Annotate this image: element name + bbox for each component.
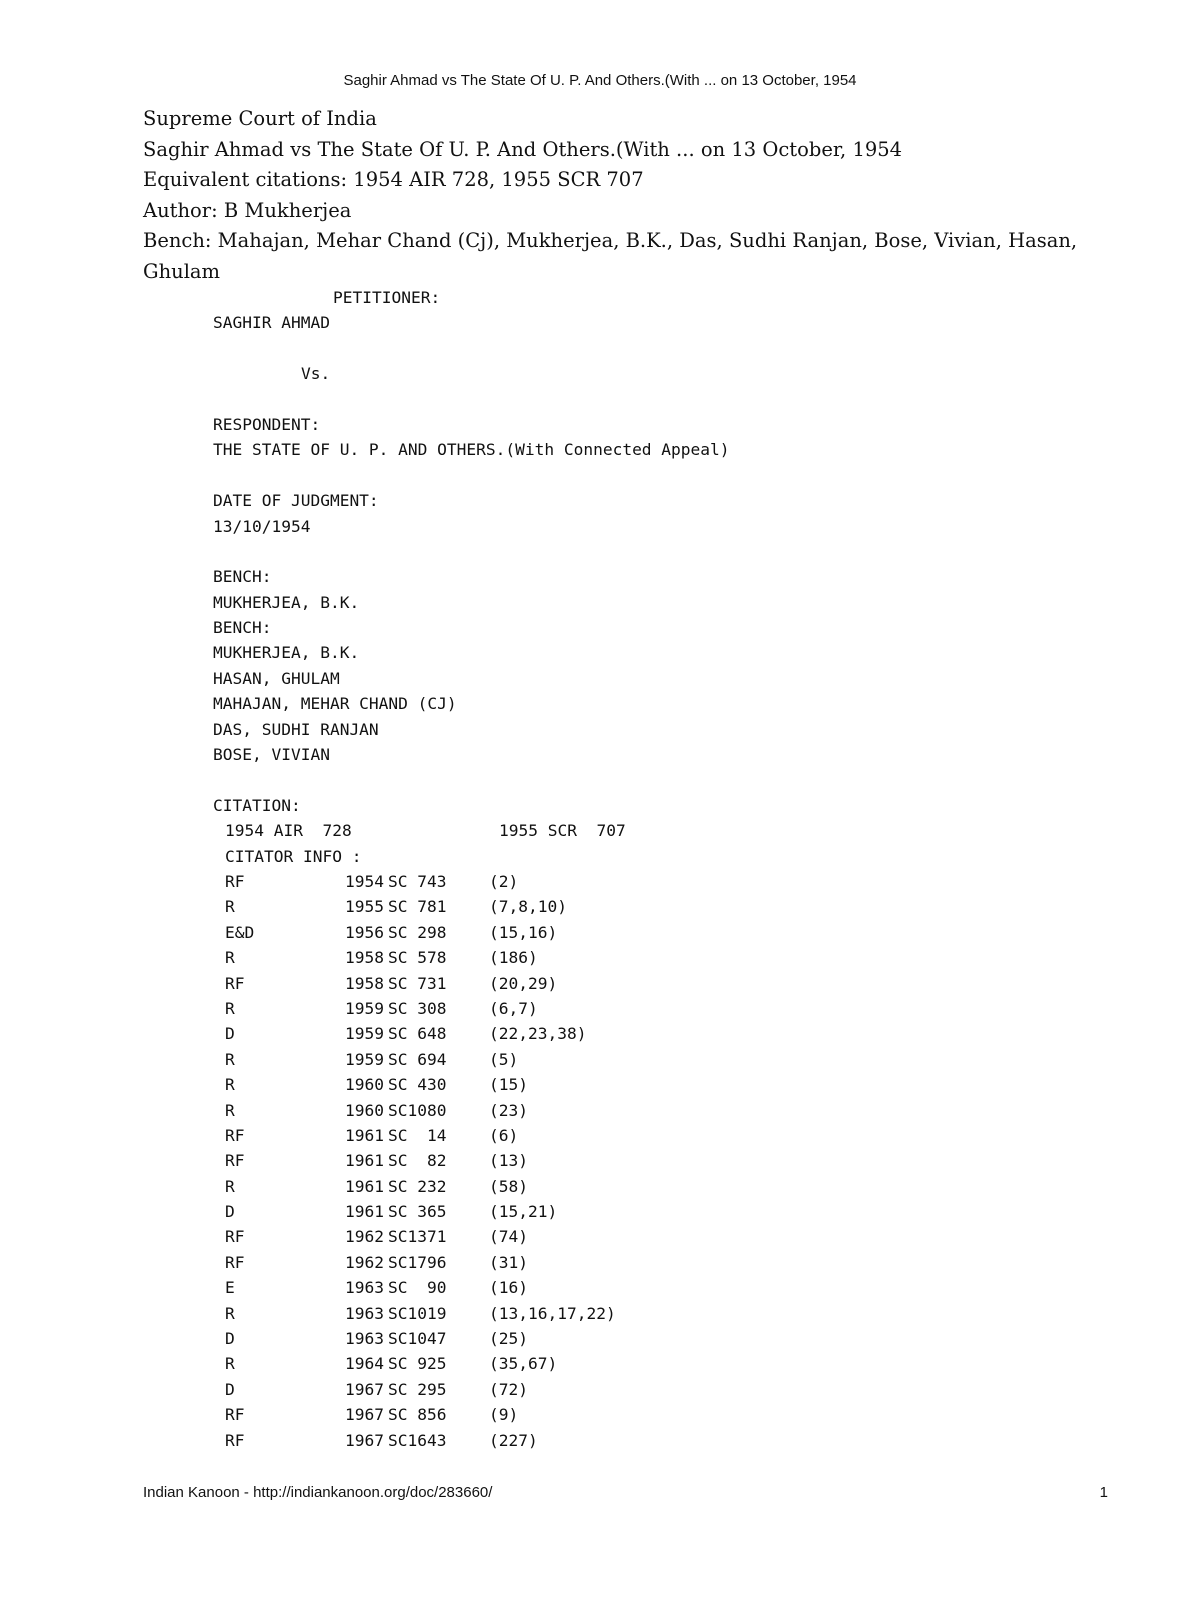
citator-paras: (227) bbox=[489, 1430, 538, 1450]
citator-ref: SC 648 bbox=[388, 1024, 447, 1044]
judgment-date: 13/10/1954 bbox=[213, 516, 311, 536]
petitioner-name: SAGHIR AHMAD bbox=[213, 313, 330, 333]
citator-ref: SC 295 bbox=[388, 1379, 447, 1399]
citator-paras: (72) bbox=[489, 1379, 528, 1399]
citator-paras: (58) bbox=[489, 1176, 528, 1196]
citator-row bbox=[0, 1377, 1200, 1402]
citator-ref: SC 781 bbox=[388, 897, 447, 917]
citator-tag: RF bbox=[225, 1151, 245, 1171]
citator-label: CITATOR INFO : bbox=[225, 846, 362, 866]
blank-line bbox=[0, 336, 1200, 361]
citator-row bbox=[0, 945, 1200, 970]
page-footer bbox=[143, 1484, 1108, 1501]
citator-tag: R bbox=[225, 1303, 235, 1323]
citator-year: 1959 bbox=[345, 1049, 384, 1069]
citator-row bbox=[0, 1351, 1200, 1376]
citator-ref: SC1643 bbox=[388, 1430, 447, 1450]
page-number: 1 bbox=[1099, 1484, 1108, 1501]
citator-ref: SC 578 bbox=[388, 948, 447, 968]
citator-row bbox=[0, 1250, 1200, 1275]
citator-tag: RF bbox=[225, 871, 245, 891]
citator-row bbox=[0, 920, 1200, 945]
citator-year: 1955 bbox=[345, 897, 384, 917]
citator-row bbox=[0, 971, 1200, 996]
citator-paras: (7,8,10) bbox=[489, 897, 567, 917]
citator-tag: RF bbox=[225, 1125, 245, 1145]
citator-paras: (9) bbox=[489, 1405, 519, 1425]
citator-paras: (2) bbox=[489, 871, 519, 891]
court-name: Supreme Court of India bbox=[143, 107, 377, 130]
citator-ref: SC 731 bbox=[388, 973, 447, 993]
citator-year: 1961 bbox=[345, 1176, 384, 1196]
citator-row bbox=[0, 1174, 1200, 1199]
citator-year: 1956 bbox=[345, 922, 384, 942]
citator-tag: R bbox=[225, 1100, 235, 1120]
citator-tag: E&D bbox=[225, 922, 255, 942]
citator-ref: SC 90 bbox=[388, 1278, 447, 1298]
bench-member: HASAN, GHULAM bbox=[213, 668, 340, 688]
citator-row bbox=[0, 1402, 1200, 1427]
blank-line bbox=[0, 463, 1200, 488]
citator-tag: R bbox=[225, 1049, 235, 1069]
citator-tag: R bbox=[225, 948, 235, 968]
citator-year: 1959 bbox=[345, 998, 384, 1018]
footer-source: Indian Kanoon - http://indiankanoon.org/doc/283660/ bbox=[143, 1484, 493, 1501]
blank-line bbox=[0, 767, 1200, 792]
citator-paras: (74) bbox=[489, 1227, 528, 1247]
citator-ref: SC1047 bbox=[388, 1329, 447, 1349]
citator-paras: (23) bbox=[489, 1100, 528, 1120]
citator-row bbox=[0, 1301, 1200, 1326]
citator-row bbox=[0, 1275, 1200, 1300]
equivalent-citations: Equivalent citations: 1954 AIR 728, 1955 SCR 707 bbox=[143, 168, 644, 191]
citator-row bbox=[0, 1148, 1200, 1173]
citator-tag: RF bbox=[225, 1252, 245, 1272]
case-title: Saghir Ahmad vs The State Of U. P. And Others.(With ... on 13 October, 1954 bbox=[143, 137, 903, 161]
citator-tag: D bbox=[225, 1379, 235, 1399]
citator-row bbox=[0, 1047, 1200, 1072]
citator-ref: SC 232 bbox=[388, 1176, 447, 1196]
citator-paras: (13) bbox=[489, 1151, 528, 1171]
citator-paras: (25) bbox=[489, 1329, 528, 1349]
citator-ref: SC1080 bbox=[388, 1100, 447, 1120]
citator-paras: (5) bbox=[489, 1049, 519, 1069]
citator-row bbox=[0, 1428, 1200, 1453]
document-meta bbox=[143, 104, 1118, 287]
citator-ref: SC 925 bbox=[388, 1354, 447, 1374]
citator-year: 1954 bbox=[345, 871, 384, 891]
citator-tag: RF bbox=[225, 973, 245, 993]
citator-year: 1967 bbox=[345, 1405, 384, 1425]
citator-row bbox=[0, 894, 1200, 919]
citator-row bbox=[0, 1098, 1200, 1123]
citator-paras: (186) bbox=[489, 948, 538, 968]
judgment-header-block bbox=[0, 285, 1200, 1453]
citator-row bbox=[0, 1123, 1200, 1148]
citator-ref: SC 298 bbox=[388, 922, 447, 942]
citator-paras: (22,23,38) bbox=[489, 1024, 587, 1044]
citator-tag: RF bbox=[225, 1227, 245, 1247]
citator-year: 1961 bbox=[345, 1125, 384, 1145]
citator-year: 1959 bbox=[345, 1024, 384, 1044]
citator-paras: (15,21) bbox=[489, 1202, 558, 1222]
bench-member: DAS, SUDHI RANJAN bbox=[213, 719, 379, 739]
citator-paras: (16) bbox=[489, 1278, 528, 1298]
bench-member: MUKHERJEA, B.K. bbox=[213, 643, 360, 663]
citator-year: 1962 bbox=[345, 1252, 384, 1272]
citator-year: 1967 bbox=[345, 1430, 384, 1450]
citator-year: 1964 bbox=[345, 1354, 384, 1374]
citator-paras: (13,16,17,22) bbox=[489, 1303, 616, 1323]
citator-tag: R bbox=[225, 1354, 235, 1374]
blank-line bbox=[0, 539, 1200, 564]
citator-row bbox=[0, 1224, 1200, 1249]
citator-row bbox=[0, 1072, 1200, 1097]
citator-list bbox=[0, 869, 1200, 1453]
citator-paras: (31) bbox=[489, 1252, 528, 1272]
citator-year: 1958 bbox=[345, 948, 384, 968]
author: Author: B Mukherjea bbox=[143, 198, 352, 222]
citator-tag: R bbox=[225, 998, 235, 1018]
citator-year: 1963 bbox=[345, 1329, 384, 1349]
citation-label: CITATION: bbox=[213, 795, 301, 815]
bench-member: BOSE, VIVIAN bbox=[213, 745, 330, 765]
bench-author: MUKHERJEA, B.K. bbox=[213, 592, 360, 612]
citator-year: 1960 bbox=[345, 1100, 384, 1120]
citator-ref: SC 694 bbox=[388, 1049, 447, 1069]
citator-year: 1963 bbox=[345, 1303, 384, 1323]
citator-ref: SC 14 bbox=[388, 1125, 447, 1145]
citator-ref: SC1371 bbox=[388, 1227, 447, 1247]
citator-year: 1961 bbox=[345, 1151, 384, 1171]
date-label: DATE OF JUDGMENT: bbox=[213, 491, 379, 511]
bench-label: BENCH: bbox=[213, 618, 272, 638]
citator-ref: SC 856 bbox=[388, 1405, 447, 1425]
citator-ref: SC 82 bbox=[388, 1151, 447, 1171]
respondent-name: THE STATE OF U. P. AND OTHERS.(With Connected Appeal) bbox=[213, 440, 730, 460]
bench-member: MAHAJAN, MEHAR CHAND (CJ) bbox=[213, 694, 457, 714]
citator-paras: (6,7) bbox=[489, 998, 538, 1018]
citator-year: 1967 bbox=[345, 1379, 384, 1399]
citator-year: 1961 bbox=[345, 1202, 384, 1222]
citator-tag: RF bbox=[225, 1430, 245, 1450]
citator-tag: D bbox=[225, 1202, 235, 1222]
citator-row bbox=[0, 1021, 1200, 1046]
citator-paras: (6) bbox=[489, 1125, 519, 1145]
citator-row bbox=[0, 1326, 1200, 1351]
scr-citation: 1955 SCR 707 bbox=[499, 821, 626, 841]
citator-paras: (20,29) bbox=[489, 973, 558, 993]
citator-ref: SC 743 bbox=[388, 871, 447, 891]
citator-paras: (15,16) bbox=[489, 922, 558, 942]
citator-tag: RF bbox=[225, 1405, 245, 1425]
bench-line-2: Ghulam bbox=[143, 259, 221, 283]
respondent-label: RESPONDENT: bbox=[213, 414, 321, 434]
citator-ref: SC1019 bbox=[388, 1303, 447, 1323]
versus: Vs. bbox=[301, 364, 331, 384]
citator-year: 1962 bbox=[345, 1227, 384, 1247]
citator-row bbox=[0, 869, 1200, 894]
citator-tag: E bbox=[225, 1278, 235, 1298]
citator-tag: D bbox=[225, 1024, 235, 1044]
blank-line bbox=[0, 387, 1200, 412]
citator-paras: (15) bbox=[489, 1075, 528, 1095]
citator-year: 1963 bbox=[345, 1278, 384, 1298]
citator-ref: SC1796 bbox=[388, 1252, 447, 1272]
running-header: Saghir Ahmad vs The State Of U. P. And Others.(With ... on 13 October, 1954 bbox=[343, 72, 857, 89]
citator-row bbox=[0, 1199, 1200, 1224]
citator-ref: SC 308 bbox=[388, 998, 447, 1018]
citator-tag: R bbox=[225, 1075, 235, 1095]
citator-year: 1958 bbox=[345, 973, 384, 993]
bench-label: BENCH: bbox=[213, 567, 272, 587]
air-citation: 1954 AIR 728 bbox=[225, 821, 352, 841]
citator-tag: R bbox=[225, 1176, 235, 1196]
citator-tag: D bbox=[225, 1329, 235, 1349]
bench-line-1: Bench: Mahajan, Mehar Chand (Cj), Mukherjea, B.K., Das, Sudhi Ranjan, Bose, Vivian, Hasan, bbox=[143, 229, 1078, 252]
citator-ref: SC 430 bbox=[388, 1075, 447, 1095]
citator-tag: R bbox=[225, 897, 235, 917]
citator-year: 1960 bbox=[345, 1075, 384, 1095]
citation-row bbox=[0, 818, 1200, 843]
petitioner-label: PETITIONER: bbox=[333, 288, 441, 307]
citator-paras: (35,67) bbox=[489, 1354, 558, 1374]
citator-ref: SC 365 bbox=[388, 1202, 447, 1222]
citator-row bbox=[0, 996, 1200, 1021]
